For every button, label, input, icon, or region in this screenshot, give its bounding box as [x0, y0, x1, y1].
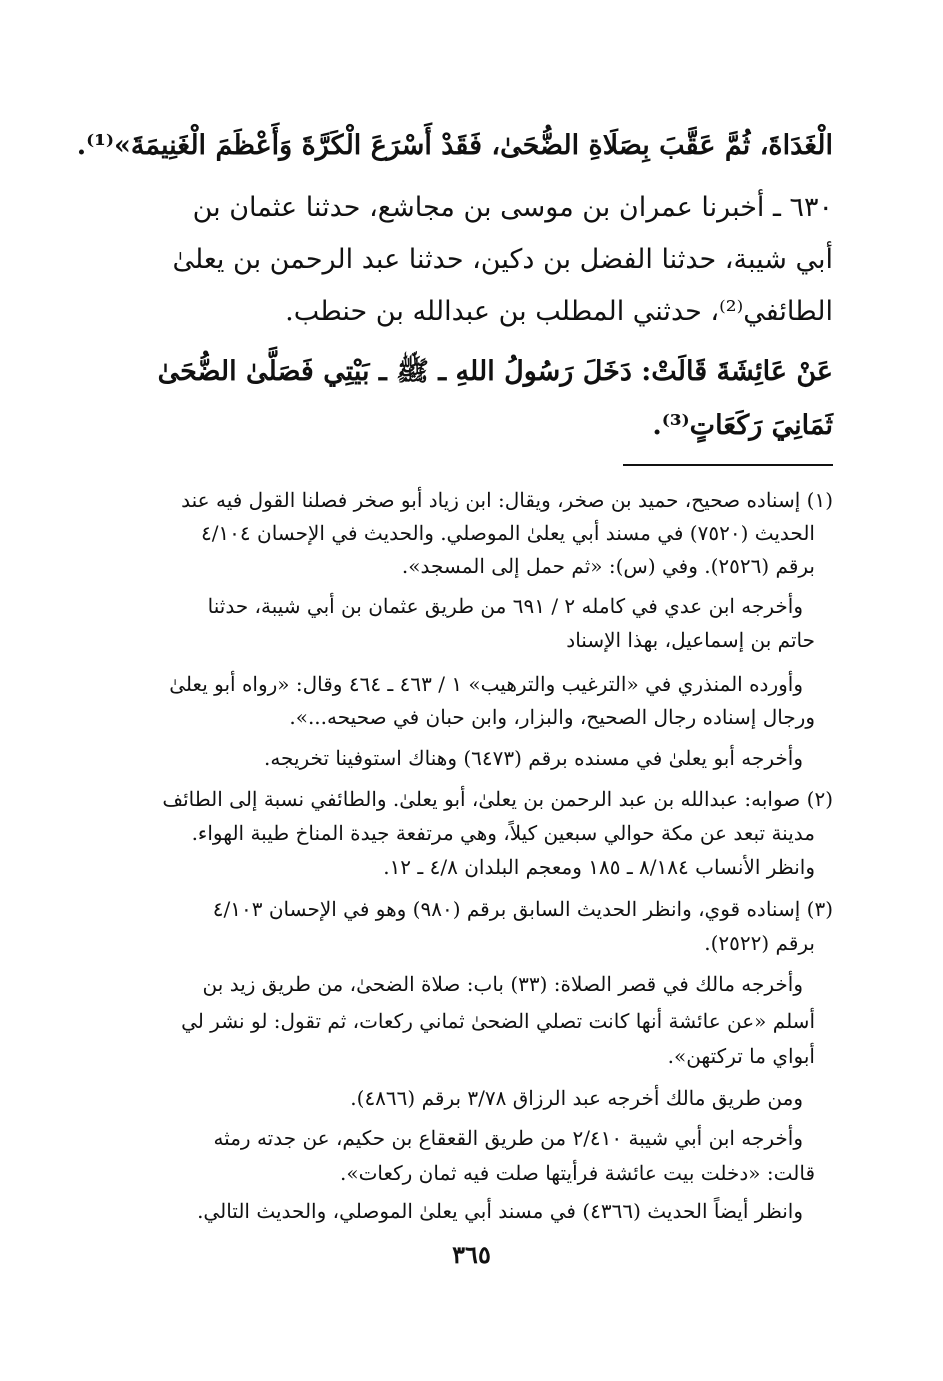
footnote-1-line: حاتم بن إسماعيل، بهذا الإسناد	[566, 628, 815, 652]
footnote-1-line: برقم (٢٥٢٦). وفي (س): «ثم حمل إلى المسجد».	[401, 554, 815, 578]
main-text-line-3: أبي شيبة، حدثنا الفضل بن دكين، حدثنا عبد الرحمن بن يعلىٰ	[172, 244, 833, 275]
main-text-line-6: ثَمَانِيَ رَكَعَاتٍ⁽³⁾.	[652, 410, 833, 441]
footnote-1-line: ورجال إسناده رجال الصحيح، والبزار، وابن حبان في صحيحه...».	[289, 705, 815, 729]
footnote-2-line: وانظر الأنساب ٨/١٨٤ ـ ١٨٥ ومعجم البلدان ٤/٨ ـ ١٢.	[383, 855, 815, 879]
footnote-3-line: أبواي ما تركتهن».	[667, 1044, 815, 1068]
main-text-line-4: الطائفي⁽²⁾، حدثني المطلب بن عبدالله بن حنطب.	[285, 296, 833, 327]
footnote-3-line: برقم (٢٥٢٢).	[704, 931, 815, 955]
footnote-3-line: أسلم «عن عائشة أنها كانت تصلي الضحىٰ ثماني ركعات، ثم تقول: لو نشر لي	[181, 1009, 815, 1033]
main-text-line-1: الْغَدَاةَ، ثُمَّ عَقَّبَ بِصَلَاةِ الضُّحَىٰ، فَقَدْ أَسْرَعَ الْكَرَّةَ وَأَعْظَمَ الْغَنِيمَةَ»⁽¹⁾.	[76, 130, 833, 161]
footnote-1-line: (١) إسناده صحيح، حميد بن صخر، ويقال: ابن زياد أبو صخر فصلنا القول فيه عند	[181, 488, 833, 512]
footnote-separator	[623, 464, 833, 466]
footnote-3-line: وانظر أيضاً الحديث (٤٣٦٦) في مسند أبي يعلىٰ الموصلي، والحديث التالي.	[197, 1199, 803, 1223]
footnote-1-line: وأخرجه ابن عدي في كامله ٢ / ٦٩١ من طريق عثمان بن أبي شيبة، حدثنا	[207, 594, 803, 618]
footnote-3-line: وأخرجه مالك في قصر الصلاة: (٣٣) باب: صلاة الضحىٰ، من طريق زيد بن	[202, 972, 803, 996]
footnote-1-line: وأخرجه أبو يعلىٰ في مسنده برقم (٦٤٧٣) وهناك استوفينا تخريجه.	[263, 746, 803, 770]
main-text-line-5: عَنْ عَائِشَةَ قَالَتْ: دَخَلَ رَسُولُ اللهِ ـ ﷺ ـ بَيْتِي فَصَلَّىٰ الضُّحَىٰ	[157, 356, 833, 387]
page-number: ٣٦٥	[452, 1240, 491, 1269]
footnote-2-line: (٢) صوابه: عبدالله بن عبد الرحمن بن يعلىٰ، أبو يعلىٰ. والطائفي نسبة إلى الطائف	[162, 787, 833, 811]
footnote-3-line: (٣) إسناده قوي، وانظر الحديث السابق برقم (٩٨٠) وهو في الإحسان ٤/١٠٣	[212, 897, 833, 921]
hadith-630-intro: ٦٣٠ ـ أخبرنا عمران بن موسى بن مجاشع، حدثنا عثمان بن	[192, 192, 833, 223]
footnote-3-line: ومن طريق مالك أخرجه عبد الرزاق ٣/٧٨ برقم (٤٨٦٦).	[350, 1086, 803, 1110]
footnote-3-line: قالت: «دخلت بيت عائشة فرأيتها صلت فيه ثمان ركعات».	[339, 1161, 815, 1185]
footnote-1-line: وأورده المنذري في «الترغيب والترهيب» ١ / ٤٦٣ ـ ٤٦٤ وقال: «رواه أبو يعلىٰ	[169, 672, 803, 696]
footnote-2-line: مدينة تبعد عن مكة حوالي سبعين كيلاً، وهي مرتفعة جيدة المناخ طيبة الهواء.	[191, 821, 815, 845]
footnote-3-line: وأخرجه ابن أبي شيبة ٢/٤١٠ من طريق القعقاع بن حكيم، عن جدته رمثه	[213, 1126, 803, 1150]
footnote-1-line: الحديث (٧٥٢٠) في مسند أبي يعلىٰ الموصلي. والحديث في الإحسان ٤/١٠٤	[200, 521, 815, 545]
